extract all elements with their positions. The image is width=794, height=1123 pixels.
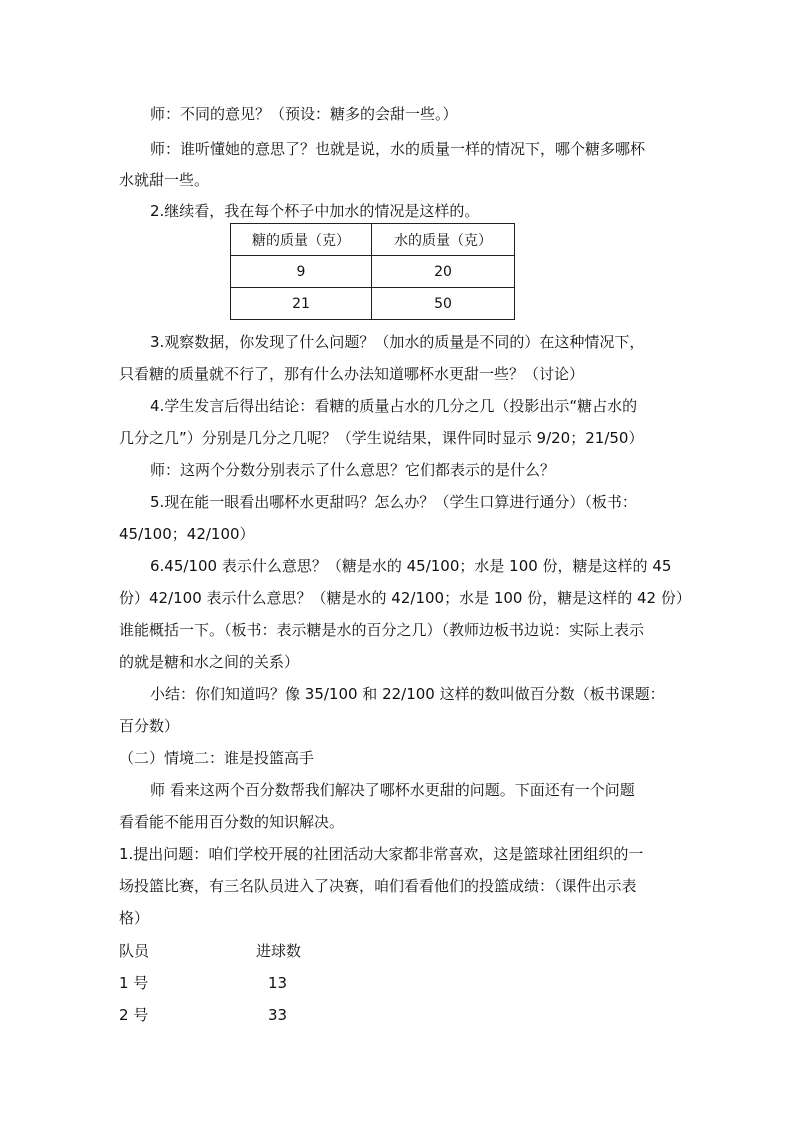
score-row-player: 1 号 [119,974,149,992]
table-header-water: 水的质量（克） [372,224,515,256]
score-row-goals: 13 [268,974,288,992]
table-cell: 50 [372,288,515,320]
paragraph-step6-line3: 谁能概括一下。（板书：表示糖是水的百分之几）（教师边板书边说：实际上表示 [119,621,645,639]
paragraph-question-line1: 1.提出问题：咱们学校开展的社团活动大家都非常喜欢，这是篮球社团组织的一 [119,845,644,863]
table-cell: 21 [231,288,372,320]
paragraph-step4-line2: 几分之几”）分别是几分之几呢？（学生说结果，课件同时显示 9/20；21/50） [119,429,644,447]
paragraph-teacher-transition-line1: 师 看来这两个百分数帮我们解决了哪杯水更甜的问题。下面还有一个问题 [150,781,635,799]
section-heading-scenario2: （二）情境二：谁是投篮高手 [119,749,315,767]
table-header-row [231,224,515,256]
paragraph-teacher-fractions: 师：这两个分数分别表示了什么意思？它们都表示的是什么？ [150,461,556,479]
paragraph-step3-line2: 只看糖的质量就不行了，那有什么办法知道哪杯水更甜一些？（讨论） [119,365,585,383]
paragraph-step5-line1: 5.现在能一眼看出哪杯水更甜吗？怎么办？（学生口算进行通分）（板书： [150,493,637,511]
paragraph-step4-line1: 4.学生发言后得出结论：看糖的质量占水的几分之几（投影出示“糖占水的 [150,397,638,415]
paragraph-step2: 2.继续看，我在每个杯子中加水的情况是这样的。 [150,202,480,220]
table-header-sugar: 糖的质量（克） [231,224,372,256]
table-cell: 20 [372,256,515,288]
table-cell: 9 [231,256,372,288]
paragraph-question-line2: 场投篮比赛，有三名队员进入了决赛，咱们看看他们的投篮成绩：（课件出示表 [119,877,637,895]
paragraph-step3-line1: 3.观察数据，你发现了什么问题？（加水的质量是不同的）在这种情况下， [150,333,645,351]
paragraph-step6-line4: 的就是糖和水之间的关系） [119,653,300,671]
paragraph-step6-line1: 6.45/100 表示什么意思？（糖是水的 45/100；水是 100 份，糖是这样的 45 [150,557,672,575]
paragraph-step5-line2: 45/100；42/100） [119,525,255,543]
table-row [231,256,515,288]
paragraph-summary-line1: 小结：你们知道吗？像 35/100 和 22/100 这样的数叫做百分数（板书课题： [150,685,665,703]
table-row [231,288,515,320]
paragraph-teacher-question-line2: 水就甜一些。 [119,171,210,189]
score-row-goals: 33 [268,1006,288,1024]
paragraph-question-line3: 格） [119,909,150,927]
paragraph-teacher-transition-line2: 看看能不能用百分数的知识解决。 [119,813,345,831]
score-header-goals: 进球数 [256,942,302,960]
paragraph-teacher-question-line1: 师：谁听懂她的意思了？也就是说，水的质量一样的情况下，哪个糖多哪杯 [150,140,646,158]
paragraph-summary-line2: 百分数） [119,717,180,735]
paragraph-step6-line2: 份）42/100 表示什么意思？（糖是水的 42/100；水是 100 份，糖是这样的 42 份） [119,589,691,607]
sugar-water-table [230,223,515,320]
paragraph-teacher-prompt: 师：不同的意见？（预设：糖多的会甜一些。） [150,105,458,123]
score-row-player: 2 号 [119,1006,149,1024]
score-header-player: 队员 [119,942,150,960]
